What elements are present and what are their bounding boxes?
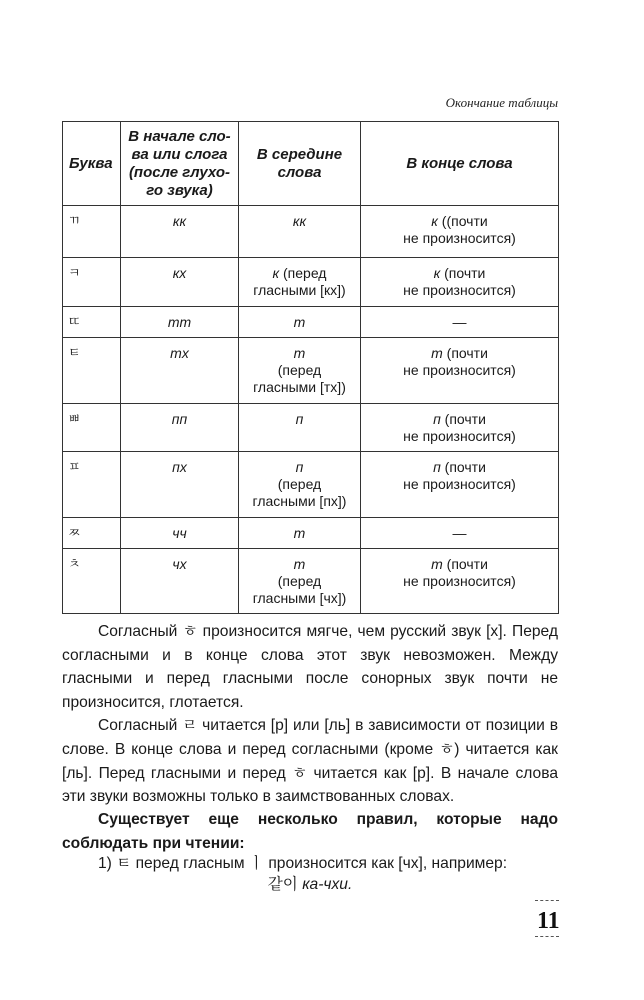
table-row	[63, 206, 559, 258]
cell-start: чх	[121, 549, 239, 614]
table-row	[63, 307, 559, 338]
cell-start: пх	[121, 452, 239, 518]
cell-letter: ㄸ	[63, 307, 121, 338]
cell-end: —	[361, 307, 559, 338]
cell-end: т (почти не произносится)	[361, 338, 559, 404]
table-row	[63, 549, 559, 614]
cell-middle: к (перед гласными [кх])	[239, 258, 361, 307]
cell-end: к (почти не произносится)	[361, 258, 559, 307]
cell-start: кх	[121, 258, 239, 307]
cell-letter: ㅊ	[63, 549, 121, 614]
table-row	[63, 404, 559, 452]
header-end: В конце слова	[361, 122, 559, 206]
header-middle: В середине слова	[239, 122, 361, 206]
table-row	[63, 452, 559, 518]
cell-end: к ((почти не произносится)	[361, 206, 559, 258]
cell-middle: т	[239, 518, 361, 549]
cell-letter: ㅃ	[63, 404, 121, 452]
cell-start: чч	[121, 518, 239, 549]
header-letter: Буква	[63, 122, 121, 206]
cell-end: т (почти не произносится)	[361, 549, 559, 614]
cell-start: пп	[121, 404, 239, 452]
cell-letter: ㅋ	[63, 258, 121, 307]
paragraph: Согласный ㅎ произносится мягче, чем русский звук [х]. Перед согласными и в конце слова этот звук невозможен. Между гласными и перед гласными после сонорных звук почти не произносится, глотается.	[62, 623, 558, 711]
cell-start: тт	[121, 307, 239, 338]
table-caption: Окончание таблицы	[445, 95, 558, 110]
cell-end: п (почти не произносится)	[361, 452, 559, 518]
body-text	[62, 620, 558, 809]
cell-middle: т (перед гласными [чх])	[239, 549, 361, 614]
cell-letter: ㄲ	[63, 206, 121, 258]
cell-start: кк	[121, 206, 239, 258]
example-translit: ка-чхи.	[302, 876, 353, 893]
cell-end: —	[361, 518, 559, 549]
header-start: В начале сло- ва или слога (после глухо- го звука)	[121, 122, 239, 206]
cell-start: тх	[121, 338, 239, 404]
rule-item: 1) ㅌ перед гласным ㅣ произносится как [чх], например:	[98, 855, 508, 872]
cell-middle: т (перед гласными [тх])	[239, 338, 361, 404]
cell-letter: ㅉ	[63, 518, 121, 549]
example-korean: 같이	[267, 876, 298, 893]
cell-middle: т	[239, 307, 361, 338]
table-row	[63, 518, 559, 549]
table-row	[63, 338, 559, 404]
table-header-row	[63, 122, 559, 206]
pronunciation-table	[62, 121, 559, 614]
rules-heading: Существует еще несколько правил, которые надо соблюдать при чтении:	[62, 811, 558, 852]
cell-middle: п	[239, 404, 361, 452]
paragraph: Согласный ㄹ читается [р] или [ль] в зависимости от позиции в слове. В конце слова и перед согласными (кроме ㅎ) читается как [ль]. Перед гласными и перед ㅎ читается как [р]. В начале слова эти звуки возможны только в заимствованных словах.	[62, 717, 558, 806]
cell-letter: ㅌ	[63, 338, 121, 404]
cell-middle: п (перед гласными [пх])	[239, 452, 361, 518]
cell-end: п (почти не произносится)	[361, 404, 559, 452]
page-number: 11	[537, 908, 560, 934]
example-line	[62, 873, 558, 897]
cell-middle: кк	[239, 206, 361, 258]
cell-letter: ㅍ	[63, 452, 121, 518]
table-row	[63, 258, 559, 307]
